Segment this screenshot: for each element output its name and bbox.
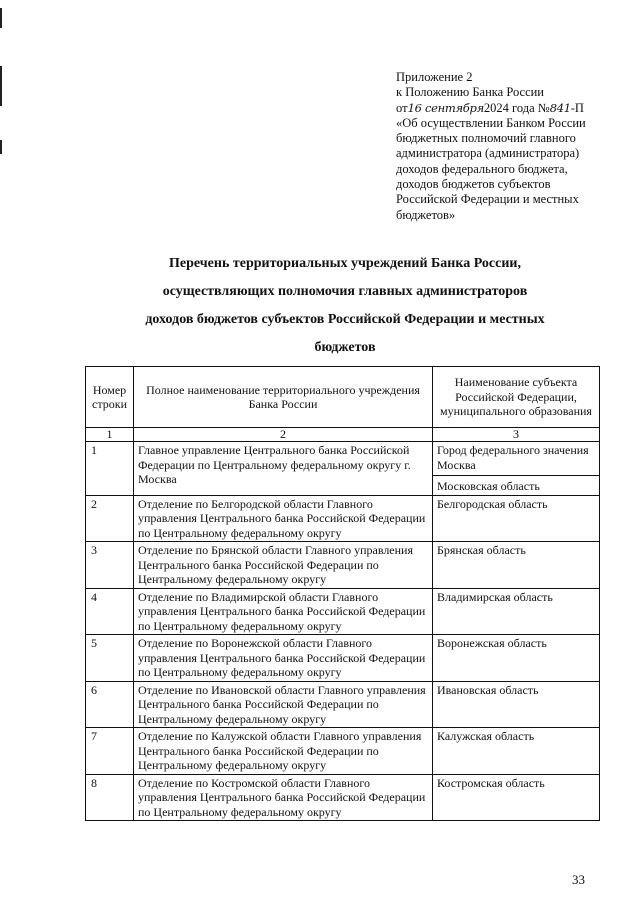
table-row: [86, 495, 600, 542]
region-name: Воронежская область: [433, 635, 600, 682]
region-name: Ивановская область: [433, 681, 600, 728]
table-row: [86, 681, 600, 728]
row-number: 3: [86, 542, 134, 589]
table-row: [86, 542, 600, 589]
appendix-desc-line: администратора (администратора): [396, 146, 580, 161]
scan-edge-mark: [0, 66, 2, 106]
row-number: 7: [86, 728, 134, 775]
institution-name: Отделение по Воронежской области Главного управления Центрального банка Российской Федерации по Центральному федеральному округу: [134, 635, 433, 682]
column-number-row: [86, 428, 600, 442]
appendix-desc-line: доходов федерального бюджета,: [396, 161, 568, 176]
table-row: [86, 728, 600, 775]
territorial-institutions-table: [85, 366, 600, 821]
institution-name: Главное управление Центрального банка Российской Федерации по Центральному федеральному округу г. Москва: [134, 442, 433, 496]
header-row-number: Номер строки: [86, 367, 134, 428]
column-number: 1: [86, 428, 134, 442]
institution-name: Отделение по Брянской области Главного управления Центрального банка Российской Федерации по Центральному федеральному округу: [134, 542, 433, 589]
table-header-row: [86, 367, 600, 428]
appendix-desc-line: доходов бюджетов субъектов: [396, 177, 551, 192]
region-name: Брянская область: [433, 542, 600, 589]
appendix-reference: к Положению Банка России: [396, 85, 544, 100]
column-number: 3: [433, 428, 600, 442]
row-number: 5: [86, 635, 134, 682]
title-line: доходов бюджетов субъектов Российской Федерации и местных: [145, 312, 545, 327]
header-region-name: Наименование субъекта Российской Федерации, муниципального образования: [433, 367, 600, 428]
row-number: 6: [86, 681, 134, 728]
title-line: бюджетов: [314, 340, 376, 355]
document-title: [60, 250, 630, 362]
page-number: 33: [572, 872, 585, 887]
handwritten-date: 16 сентября: [407, 100, 484, 115]
title-line: осуществляющих полномочия главных администраторов: [162, 284, 528, 299]
row-number: 8: [86, 774, 134, 821]
row-number: 4: [86, 588, 134, 635]
region-cell: [433, 442, 600, 496]
appendix-header: [396, 70, 606, 223]
appendix-date-line: [396, 101, 606, 116]
row-number: 2: [86, 495, 134, 542]
row-number: 1: [86, 442, 134, 496]
appendix-desc-line: «Об осуществлении Банком России: [396, 115, 586, 130]
region-name: Белгородская область: [433, 495, 600, 542]
title-line: Перечень территориальных учреждений Банка России,: [169, 256, 521, 271]
region-name: Город федерального значения Москва: [437, 443, 589, 472]
column-number: 2: [134, 428, 433, 442]
appendix-desc-line: Российской Федерации и местных: [396, 192, 579, 207]
scan-edge-mark: [0, 8, 2, 28]
institution-name: Отделение по Калужской области Главного управления Центрального банка Российской Федерации по Центральному федеральному округу: [134, 728, 433, 775]
date-middle: 2024 года №: [483, 100, 550, 115]
table-row: [86, 774, 600, 821]
region-name: Костромская область: [433, 774, 600, 821]
handwritten-number: 841: [549, 100, 571, 115]
region-name: Владимирская область: [433, 588, 600, 635]
table-row: [86, 588, 600, 635]
table-row: [86, 635, 600, 682]
appendix-desc-line: бюджетов»: [396, 207, 456, 222]
date-prefix: от: [396, 100, 408, 115]
institution-name: Отделение по Костромской области Главного управления Центрального банка Российской Федерации по Центральному федеральному округу: [134, 774, 433, 821]
region-name: Московская область: [433, 475, 599, 494]
scan-edge-mark: [0, 140, 2, 154]
appendix-desc-line: бюджетных полномочий главного: [396, 131, 576, 146]
appendix-title: Приложение 2: [396, 70, 473, 84]
institution-name: Отделение по Владимирской области Главного управления Центрального банка Российской Федерации по Центральному федеральному округу: [134, 588, 433, 635]
header-institution-name: Полное наименование территориального учреждения Банка России: [134, 367, 433, 428]
region-name: Калужская область: [433, 728, 600, 775]
number-suffix: -П: [570, 100, 584, 115]
institution-name: Отделение по Ивановской области Главного управления Центрального банка Российской Федерации по Центральному федеральному округу: [134, 681, 433, 728]
table-row: [86, 442, 600, 496]
institution-name: Отделение по Белгородской области Главного управления Центрального банка Российской Федерации по Центральному федеральному округу: [134, 495, 433, 542]
